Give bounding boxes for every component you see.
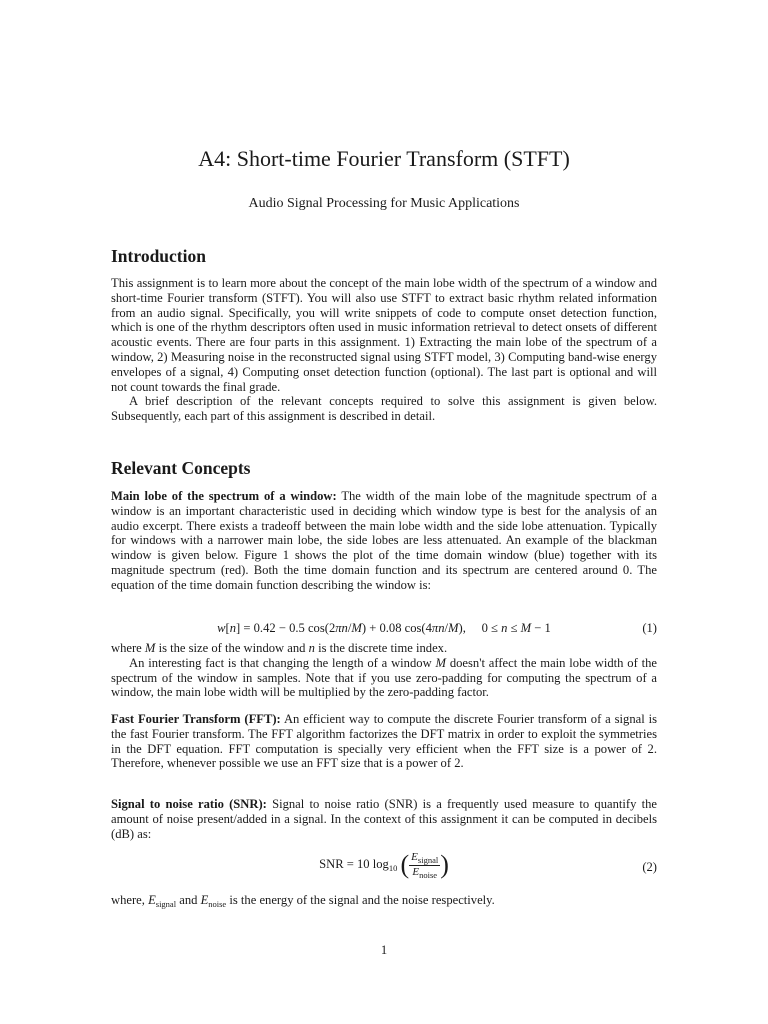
section-heading-introduction: Introduction bbox=[111, 246, 206, 266]
fft-term: Fast Fourier Transform (FFT): bbox=[111, 712, 281, 726]
snr-text: Signal to noise ratio (SNR) is a frequently used measure to quantify the amount of noise present/added in a signal. In the context of this assignment it can be computed in decibels (dB) as: bbox=[111, 797, 657, 841]
after-equation-2: where, $E_{signal}$ and $E_{noise}$ is the energy of the signal and the noise respectively. bbox=[111, 893, 495, 909]
fft-text: An efficient way to compute the discrete Fourier transform of a signal is the fast Fourier transform. The FFT algorithm factorizes the DFT matrix in order to exploit the symmetries in the DFT equation. FFT computation is specially very efficient when the FFT size is a power of 2. Therefore, whenever possible we use an FFT size that is a power of 2. bbox=[111, 712, 657, 771]
document-subtitle: Audio Signal Processing for Music Applications bbox=[248, 196, 520, 211]
equation-1 bbox=[111, 621, 657, 637]
fft-paragraph bbox=[111, 712, 657, 771]
equation-2 bbox=[111, 850, 657, 886]
snr-term: Signal to noise ratio (SNR): bbox=[111, 797, 267, 811]
mainlobe-term: Main lobe of the spectrum of a window: bbox=[111, 489, 337, 503]
intro-paragraph-1: This assignment is to learn more about the concept of the main lobe width of the spectrum of a window and short-time Fourier transform (STFT). You will also use STFT to extract basic rhythm related information from an audio signal. Specifically, you will write snippets of code to compute onset detection function, which is one of the rhythm descriptors often used in music information retrieval to detect onsets of different acoustic events. There are four parts in this assignment. 1) Extracting the main lobe of the spectrum of a window, 2) Measuring noise in the reconstructed signal using STFT model, 3) Computing band-wise energy envelopes of a signal, 4) Computing onset detection function (optional). The last part is optional and will not count towards the final grade. bbox=[111, 276, 657, 394]
equation-2-number: (2) bbox=[642, 860, 657, 874]
after-equation-1: where M is the size of the window and n is the discrete time index. An interesting fact is that changing the length of a window M doesn't affect the main lobe width of the spectrum of the window in samples. Note that if you use zero-padding for computing the spectrum of a window, the main lobe width will be multiplied by the zero-padding factor. bbox=[111, 641, 658, 700]
page-number: 1 bbox=[380, 943, 388, 957]
mainlobe-paragraph bbox=[111, 489, 657, 593]
equation-1-expression: w[n] = 0.42 − 0.5 cos(2πn/M) + 0.08 cos(4πn/M), 0 ≤ n ≤ M − 1 bbox=[217, 621, 551, 635]
introduction-body bbox=[111, 276, 657, 424]
section-heading-relevant-concepts: Relevant Concepts bbox=[111, 458, 251, 478]
interesting-fact-paragraph: An interesting fact is that changing the length of a window M doesn't affect the main lobe width of the spectrum of the window in samples. Note that if you use zero-padding for computing the spectrum of a window, the main lobe width will be multiplied by the zero-padding factor. bbox=[111, 655, 658, 700]
mainlobe-text: The width of the main lobe of the magnitude spectrum of a window is an important characteristic used in deciding which window type is best for the analysis of an audio excerpt. There exists a tradeoff between the main lobe width and the side lobe attenuation. Typically for windows with a narrower main lobe, the side lobes are less attenuated. An example of the blackman window is given below. Figure 1 shows the plot of the time domain window (blue) together with its magnitude spectrum (red). Both the time domain function and its spectrum are centered around 0. The equation of the time domain function describing the window is: bbox=[111, 489, 658, 592]
document-title: A4: Short-time Fourier Transform (STFT) bbox=[198, 146, 570, 171]
equation-1-number: (1) bbox=[642, 621, 657, 635]
snr-paragraph bbox=[111, 797, 657, 841]
equation-2-expression: SNR = 10 $\log_{10}$ ( $\frac{E_{signal}}{E_{noise}}$ ) bbox=[319, 850, 449, 880]
intro-paragraph-2: A brief description of the relevant concepts required to solve this assignment is given below. Subsequently, each part of this assignment is described in detail. bbox=[111, 394, 657, 424]
